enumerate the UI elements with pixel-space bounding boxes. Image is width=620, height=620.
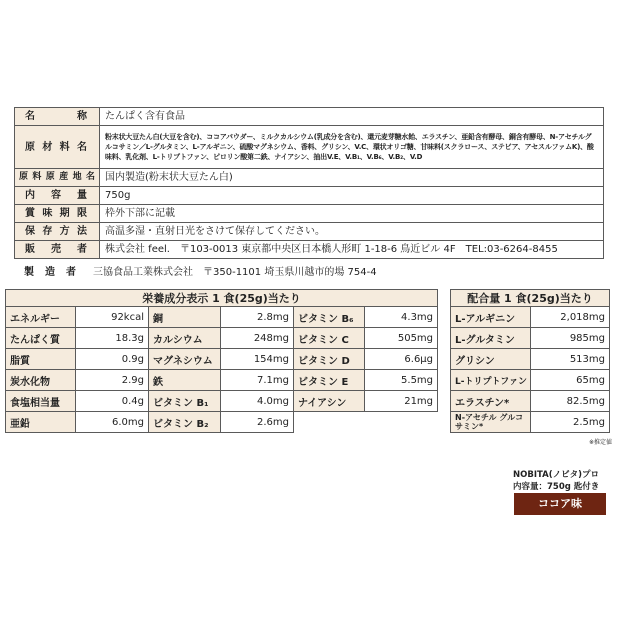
compound-row [451, 349, 610, 370]
nutrient-name: 食塩相当量 [6, 391, 76, 412]
nutrient-value: 92kcal [76, 307, 149, 328]
compound-title: 配合量 1 食(25g)当たり [451, 290, 610, 307]
nutrient-value: 7.1mg [221, 370, 294, 391]
info-row-content [15, 187, 604, 205]
nutrient-name: マグネシウム [149, 349, 221, 370]
nutrient-value: 21mg [365, 391, 438, 412]
info-label: 保存方法 [15, 223, 100, 241]
info-value: たんぱく含有食品 [100, 108, 604, 126]
nutrient-value: 505mg [365, 328, 438, 349]
info-row-name [15, 108, 604, 126]
empty-cell [294, 412, 438, 433]
compound-value: 985mg [530, 328, 610, 349]
compound-value: 2.5mg [530, 412, 610, 433]
nutrient-name: ビタミン B₂ [149, 412, 221, 433]
nutrient-value: 2.8mg [221, 307, 294, 328]
product-content: 内容量：750g 匙付き [513, 482, 600, 492]
info-label: 内容量 [15, 187, 100, 205]
compound-value: 2,018mg [530, 307, 610, 328]
nutrient-name: ビタミン E [294, 370, 365, 391]
nutrition-title: 栄養成分表示 1 食(25g)当たり [6, 290, 438, 307]
nutrient-name: 炭水化物 [6, 370, 76, 391]
compound-value: 513mg [530, 349, 610, 370]
compound-name: L-アルギニン [451, 307, 531, 328]
compound-value: 82.5mg [530, 391, 610, 412]
info-row-storage [15, 223, 604, 241]
nutrient-value: 248mg [221, 328, 294, 349]
info-row-seller [15, 241, 604, 259]
nutrient-name: エネルギー [6, 307, 76, 328]
nutrition-row [6, 307, 438, 328]
nutrient-name: 脂質 [6, 349, 76, 370]
info-value: 国内製造(粉末状大豆たん白) [100, 169, 604, 187]
nutrient-value: 6.0mg [76, 412, 149, 433]
nutrient-name: ビタミン B₁ [149, 391, 221, 412]
nutrient-name: ビタミン C [294, 328, 365, 349]
info-value: 高温多湿・直射日光をさけて保存してください。 [100, 223, 604, 241]
nutrient-value: 0.4g [76, 391, 149, 412]
compound-value: 65mg [530, 370, 610, 391]
info-value: 750g [100, 187, 604, 205]
nutrient-value: 6.6μg [365, 349, 438, 370]
nutrition-row [6, 328, 438, 349]
nutrient-name: ビタミン D [294, 349, 365, 370]
compound-row [451, 412, 610, 433]
info-label: 名 称 [15, 108, 100, 126]
info-value: 粉末状大豆たん白(大豆を含む)、ココアパウダー、ミルクカルシウム(乳成分を含む)、還元麦芽糖水飴、エラスチン、亜鉛含有酵母、銅含有酵母、N-アセチルグルコサミン／L-グルタミン、L-アルギニン、硫酸マグネシウム、香料、グリシン、V.C、環状オリゴ糖、甘味料(スクラロース、ステビア、アセスルファムK)、酸味料、乳化剤、L-トリプトファン、ピロリン酸第二鉄、ナイアシン、抽出V.E、V.B₁、V.B₆、V.B₂、V.D [100, 126, 604, 169]
info-row-ingredients [15, 126, 604, 169]
product-info-table [14, 107, 604, 259]
nutrient-name: たんぱく質 [6, 328, 76, 349]
nutrient-name: ビタミン B₆ [294, 307, 365, 328]
compound-name: グリシン [451, 349, 531, 370]
nutrient-name: 亜鉛 [6, 412, 76, 433]
info-label: 原料原産地名 [15, 169, 100, 187]
compound-row [451, 370, 610, 391]
nutrient-name: 銅 [149, 307, 221, 328]
nutrient-name: 鉄 [149, 370, 221, 391]
nutrient-value: 0.9g [76, 349, 149, 370]
product-name: NOBITA(ノビタ)プロ [513, 470, 599, 480]
compound-name: N-アセチル グルコサミン* [451, 412, 531, 433]
compound-name: エラスチン* [451, 391, 531, 412]
nutrient-value: 2.9g [76, 370, 149, 391]
nutrition-row [6, 349, 438, 370]
nutrient-value: 5.5mg [365, 370, 438, 391]
compound-row [451, 328, 610, 349]
compound-name: L-グルタミン [451, 328, 531, 349]
nutrition-row [6, 391, 438, 412]
nutrient-value: 154mg [221, 349, 294, 370]
compound-row [451, 391, 610, 412]
compound-name: L-トリプトファン [451, 370, 531, 391]
nutrient-name: カルシウム [149, 328, 221, 349]
info-value: 枠外下部に記載 [100, 205, 604, 223]
compound-row [451, 307, 610, 328]
nutrient-value: 18.3g [76, 328, 149, 349]
info-value: 株式会社 feel. 〒103-0013 東京都中央区日本橋人形町 1-18-6 鳥近ビル 4F TEL:03-6264-8455 [100, 241, 604, 259]
compound-table [450, 289, 610, 433]
flavor-badge: ココア味 [514, 493, 606, 515]
info-label: 賞味期限 [15, 205, 100, 223]
info-label: 原材料名 [15, 126, 100, 169]
maker-value: 三協食品工業株式会社 〒350-1101 埼玉県川越市的場 754-4 [93, 267, 377, 278]
info-label: 販売者 [15, 241, 100, 259]
nutrition-row [6, 412, 438, 433]
nutrition-table [5, 289, 438, 433]
estimate-note: ※推定値 [589, 439, 613, 446]
nutrient-value: 4.3mg [365, 307, 438, 328]
maker-label: 製造者 [24, 267, 76, 278]
nutrient-name: ナイアシン [294, 391, 365, 412]
info-row-expiry [15, 205, 604, 223]
nutrition-row [6, 370, 438, 391]
nutrient-value: 2.6mg [221, 412, 294, 433]
info-row-origin [15, 169, 604, 187]
nutrient-value: 4.0mg [221, 391, 294, 412]
